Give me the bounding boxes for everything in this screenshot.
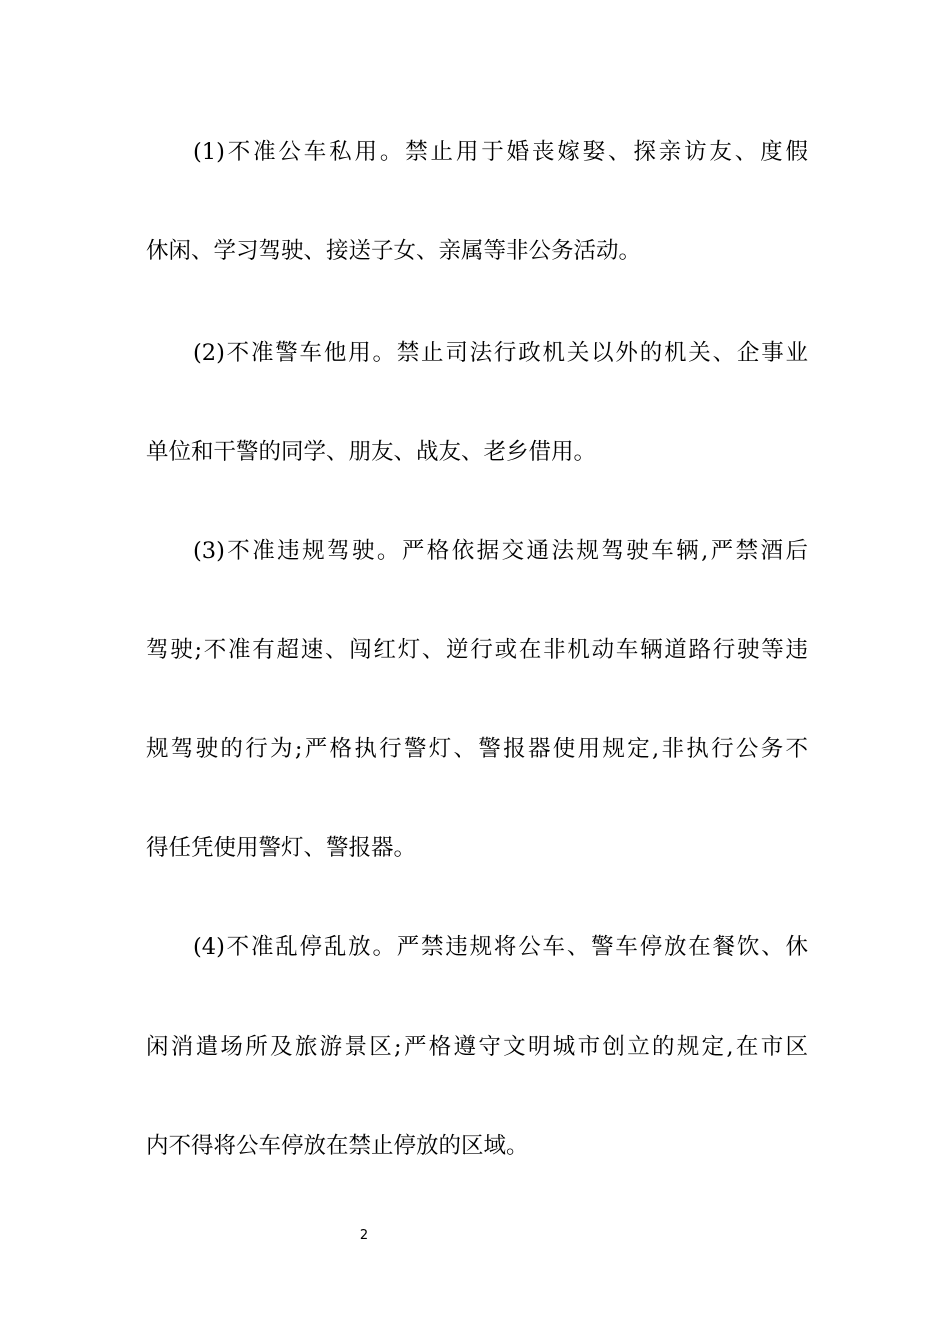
page-number: 2 <box>359 1228 369 1243</box>
paragraph-4-line-2: 闲消遣场所及旅游景区;严格遵守文明城市创立的规定,在市区 <box>146 1034 808 1060</box>
paragraph-4-line-1: (4)不准乱停乱放。严禁违规将公车、警车停放在餐饮、休 <box>193 934 808 960</box>
paragraph-3-line-2: 驾驶;不准有超速、闯红灯、逆行或在非机动车辆道路行驶等违 <box>146 637 808 663</box>
paragraph-3-line-4: 得任凭使用警灯、警报器。 <box>146 835 417 861</box>
paragraph-2-line-1: (2)不准警车他用。禁止司法行政机关以外的机关、企事业 <box>193 340 808 366</box>
paragraph-3-line-1: (3)不准违规驾驶。严格依据交通法规驾驶车辆,严禁酒后 <box>193 538 808 564</box>
paragraph-2-line-2: 单位和干警的同学、朋友、战友、老乡借用。 <box>146 439 597 465</box>
paragraph-4-line-3: 内不得将公车停放在禁止停放的区域。 <box>146 1133 529 1159</box>
paragraph-1-line-1: (1)不准公车私用。禁止用于婚丧嫁娶、探亲访友、度假 <box>193 139 808 165</box>
paragraph-1-line-2: 休闲、学习驾驶、接送子女、亲属等非公务活动。 <box>146 238 642 264</box>
paragraph-3-line-3: 规驾驶的行为;严格执行警灯、警报器使用规定,非执行公务不 <box>146 736 808 762</box>
